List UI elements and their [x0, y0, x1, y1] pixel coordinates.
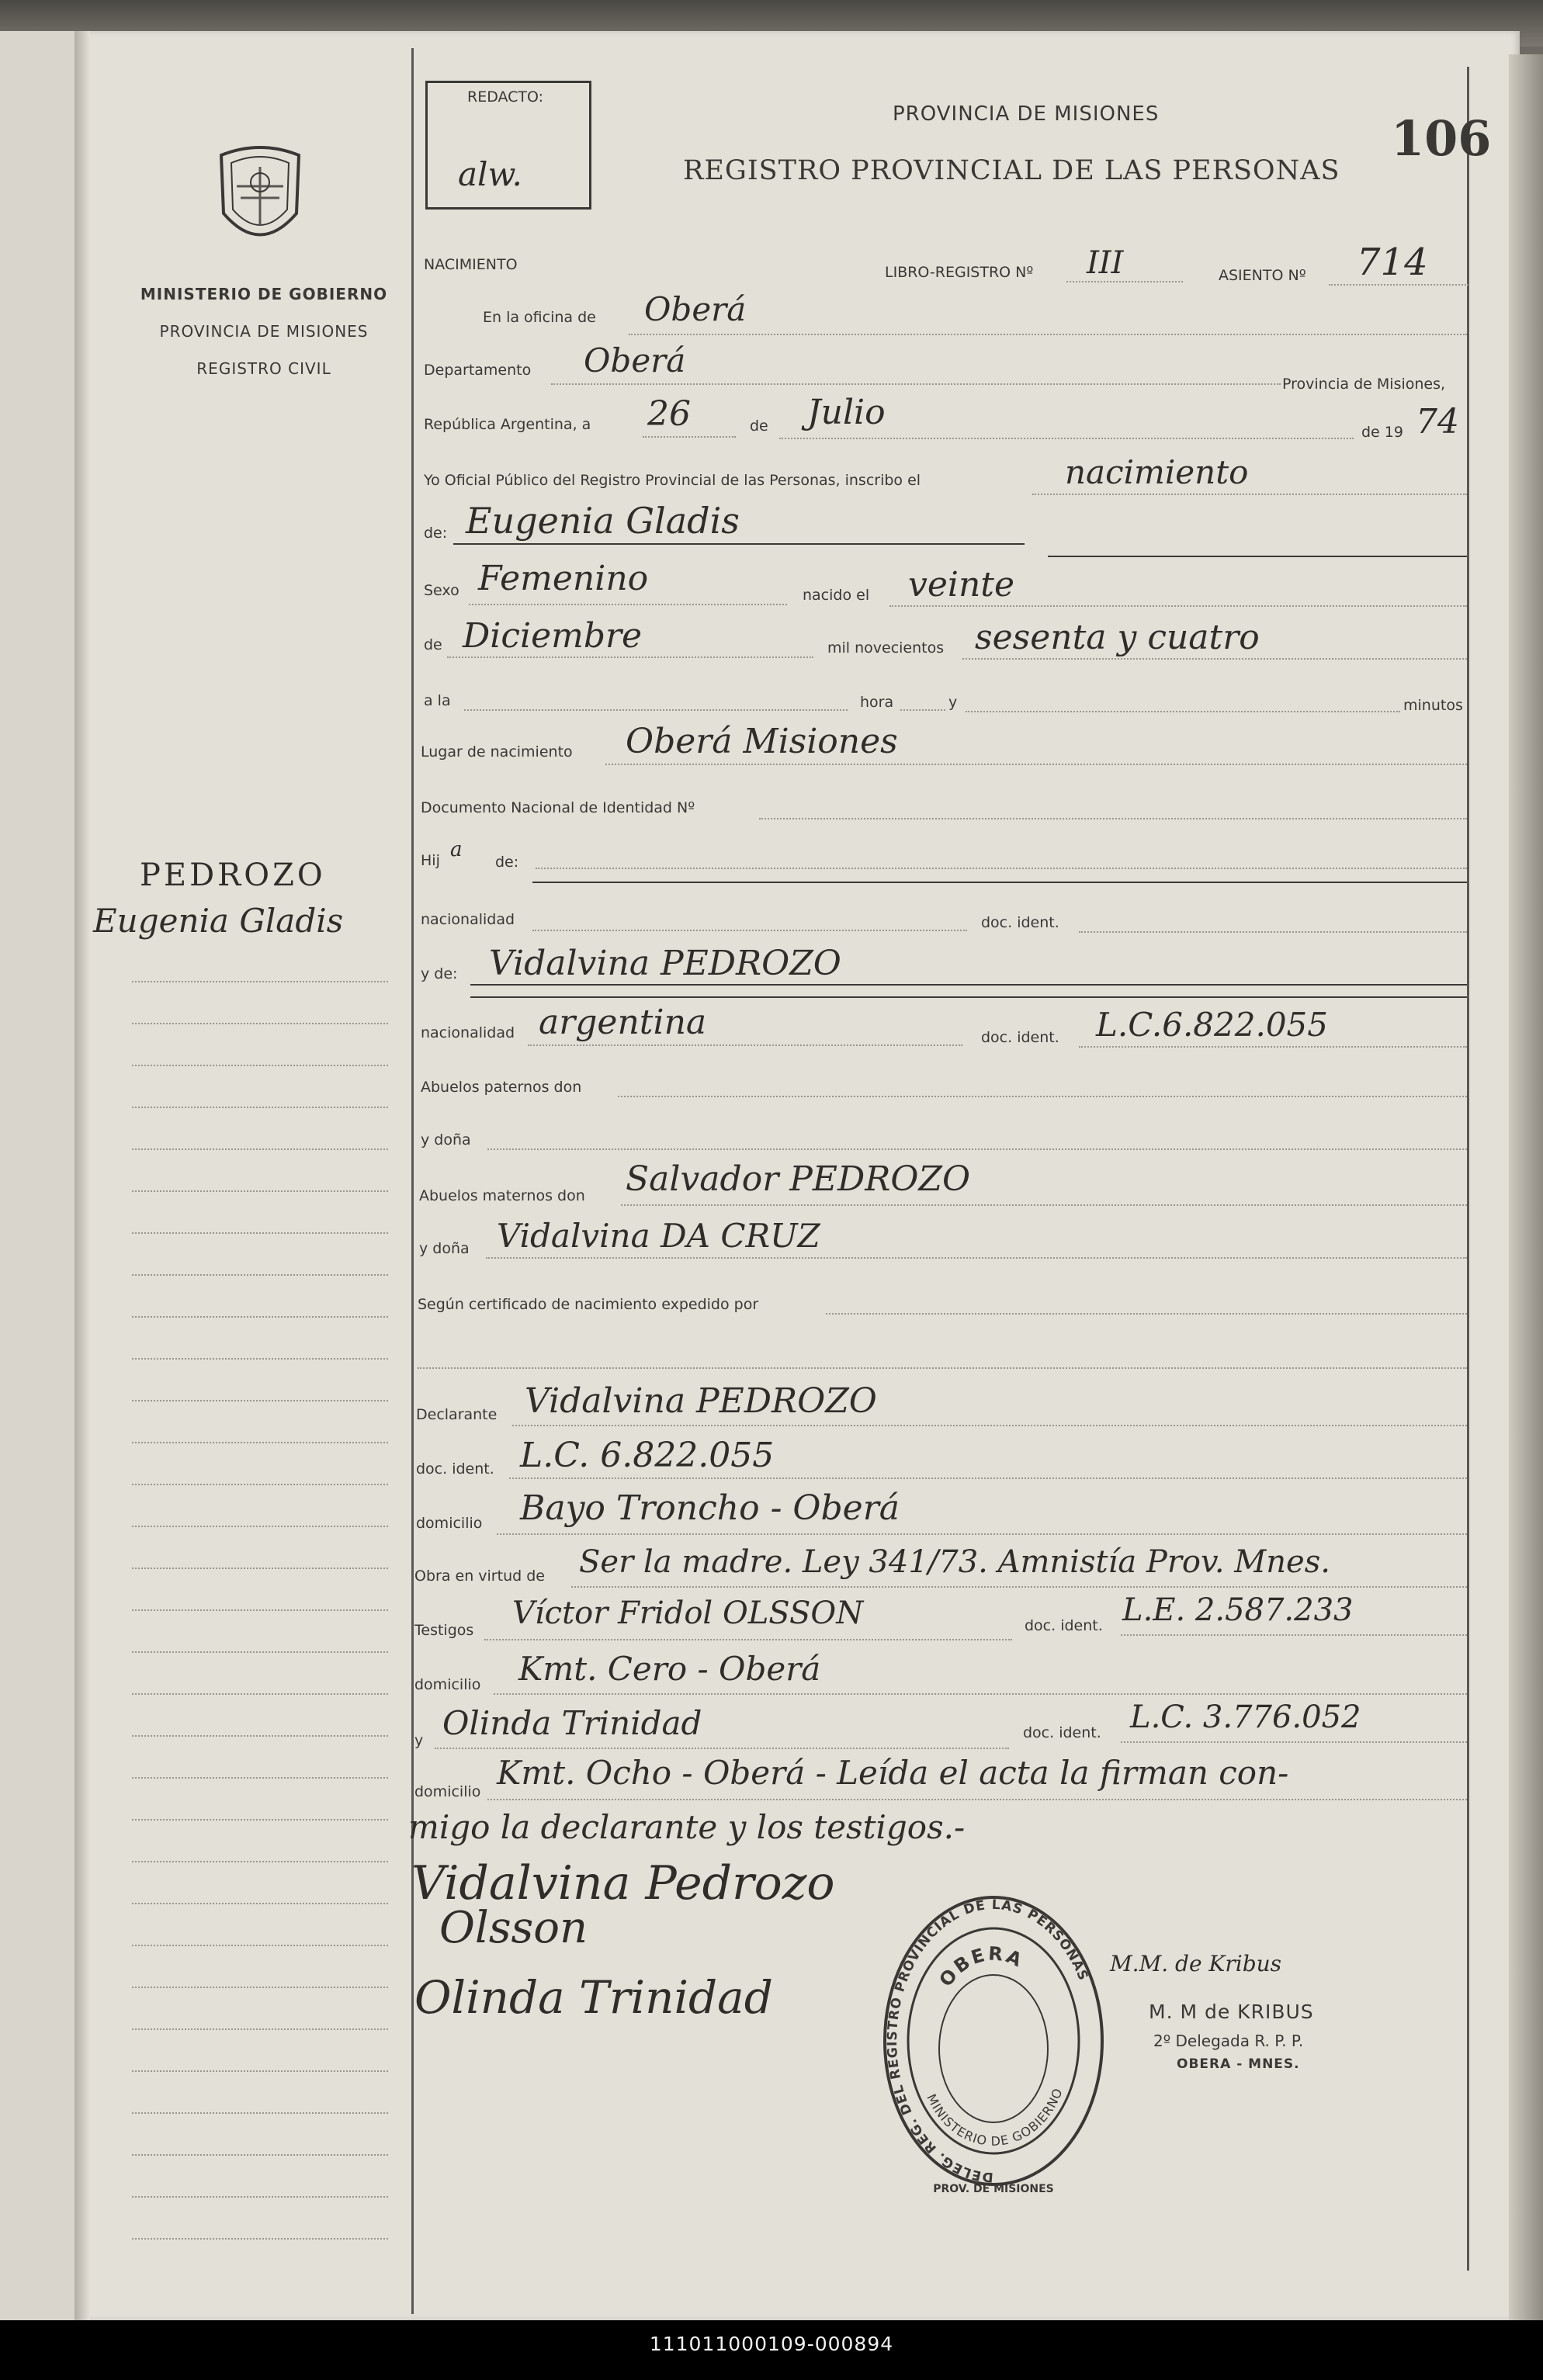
- nombre-value: Eugenia Gladis: [466, 500, 740, 542]
- departamento-value: Oberá: [584, 341, 686, 379]
- continuation-text: migo la declarante y los testigos.-: [408, 1808, 966, 1846]
- y-dona-label: y doña: [421, 1131, 471, 1148]
- certificado-line-2: [418, 1367, 1467, 1369]
- abuelos-maternos-line: [621, 1204, 1467, 1206]
- mes-line: [779, 438, 1354, 439]
- decl-doc-label: doc. ident.: [416, 1460, 494, 1478]
- nacido-label: nacido el: [803, 587, 870, 604]
- declarante-value: Vidalvina PEDROZO: [525, 1381, 877, 1421]
- sexo-label: Sexo: [424, 582, 459, 599]
- page-stack-edge: [1509, 54, 1543, 2320]
- column-divider: [411, 48, 414, 2314]
- abuelos-paternos-label: Abuelos paternos don: [421, 1079, 582, 1096]
- margin-line: [132, 1568, 388, 1569]
- y-de-label: y de:: [421, 965, 458, 982]
- hora-label: hora: [860, 694, 894, 711]
- declarante-line: [512, 1425, 1467, 1426]
- right-border: [1467, 67, 1469, 2271]
- anio-nac-value: sesenta y cuatro: [975, 618, 1260, 657]
- departamento-label: Departamento: [424, 362, 532, 379]
- lugar-line: [605, 764, 1467, 765]
- inscribo-label: Yo Oficial Público del Registro Provincial de las Personas, inscribo el: [424, 472, 921, 489]
- y-label: y: [948, 694, 958, 711]
- testigo2-doc-line: [1121, 1741, 1467, 1743]
- asiento-line: [1329, 284, 1468, 286]
- certificado-label: Según certificado de nacimiento expedido por: [418, 1296, 759, 1313]
- province-heading: PROVINCIA DE MISIONES: [893, 102, 1160, 126]
- margin-line: [132, 1819, 388, 1821]
- abuela-materna-value: Vidalvina DA CRUZ: [497, 1217, 820, 1255]
- margin-surname: PEDROZO: [140, 857, 326, 893]
- hij-line: [536, 868, 1467, 869]
- domicilio3-label: domicilio: [414, 1783, 481, 1800]
- hij-de-label: de:: [495, 854, 519, 871]
- margin-line: [132, 1777, 388, 1779]
- a-la-label: a la: [424, 692, 451, 709]
- dia-value: 26: [647, 394, 691, 434]
- nacionalidad2-value: argentina: [539, 1003, 707, 1042]
- oficina-value: Oberá: [644, 290, 747, 328]
- signature-witness-1: Olsson: [439, 1903, 588, 1953]
- madre-underline-2: [470, 996, 1467, 998]
- redacto-label: REDACTO:: [467, 88, 544, 106]
- margin-line: [132, 1987, 388, 1988]
- book-gutter: [75, 31, 90, 2320]
- de2-label: de: [424, 636, 442, 653]
- lugar-label: Lugar de nacimiento: [421, 743, 573, 760]
- y-dona2-line: [486, 1257, 1467, 1259]
- libro-value: III: [1087, 245, 1124, 281]
- testigo2-value: Olinda Trinidad: [442, 1704, 702, 1742]
- certificado-line: [826, 1313, 1467, 1315]
- minutos-line: [966, 711, 1400, 712]
- hij-underline: [532, 882, 1467, 883]
- mes-nac-value: Diciembre: [463, 616, 643, 656]
- sexo-line: [469, 604, 787, 605]
- margin-line: [132, 2070, 388, 2072]
- provincial-seal-icon: [210, 140, 310, 256]
- madre-value: Vidalvina PEDROZO: [489, 944, 841, 983]
- margin-line: [132, 1274, 388, 1276]
- nacido-value: veinte: [908, 565, 1015, 605]
- dni-line: [759, 818, 1467, 819]
- testigo2-doc-label: doc. ident.: [1023, 1724, 1101, 1741]
- margin-line: [132, 1358, 388, 1360]
- anio-label: de 19: [1361, 424, 1403, 441]
- signature-witness-2: Olinda Trinidad: [414, 1971, 773, 2024]
- provincia-label: Provincia de Misiones,: [1282, 376, 1446, 393]
- redacto-initials: alw.: [458, 155, 522, 193]
- margin-line: [132, 1065, 388, 1066]
- margin-line: [132, 1190, 388, 1192]
- ministry-name: MINISTERIO DE GOBIERNO: [140, 285, 388, 303]
- margin-line: [132, 1400, 388, 1401]
- lugar-value: Oberá Misiones: [626, 722, 898, 761]
- domicilio-label: domicilio: [416, 1515, 483, 1532]
- madre-underline: [470, 984, 1467, 986]
- nacido-line: [889, 605, 1467, 607]
- margin-line: [132, 1148, 388, 1150]
- doc-ident-label: doc. ident.: [981, 914, 1059, 931]
- nacionalidad-label: nacionalidad: [421, 911, 515, 928]
- record-type: NACIMIENTO: [424, 256, 518, 273]
- de-label: de: [750, 417, 768, 435]
- official-signature: M.M. de Kribus: [1110, 1951, 1282, 1976]
- margin-line: [132, 1316, 388, 1318]
- minutos-label: minutos: [1403, 697, 1463, 714]
- testigo1-value: Víctor Fridol OLSSON: [512, 1595, 864, 1631]
- de-persona-label: de:: [424, 525, 448, 542]
- testigo1-doc-label: doc. ident.: [1025, 1617, 1103, 1634]
- dia-line: [643, 436, 736, 438]
- hij-label: Hij: [421, 852, 440, 869]
- mil-label: mil novecientos: [827, 639, 945, 656]
- y2-label: y: [414, 1732, 424, 1749]
- margin-line: [132, 981, 388, 982]
- margin-line: [132, 1107, 388, 1108]
- margin-line: [132, 1861, 388, 1862]
- sexo-value: Femenino: [478, 559, 649, 598]
- signature-declarante: Vidalvina Pedrozo: [411, 1856, 835, 1911]
- doc-ident2-label: doc. ident.: [981, 1029, 1059, 1046]
- official-name: M. M de KRIBUS: [1149, 2001, 1314, 2023]
- obra-label: Obra en virtud de: [414, 1568, 545, 1585]
- y-dona2-label: y doña: [419, 1240, 470, 1257]
- nacionalidad2-line: [528, 1044, 962, 1046]
- testigo1-doc-line: [1121, 1634, 1467, 1636]
- decl-doc-value: L.C. 6.822.055: [520, 1436, 775, 1475]
- nombre-underline: [453, 543, 1025, 545]
- doc-ident2-value: L.C.6.822.055: [1096, 1006, 1328, 1044]
- hij-suffix: a: [450, 838, 463, 861]
- declarante-label: Declarante: [416, 1406, 498, 1423]
- testigo1-doc-value: L.E. 2.587.233: [1122, 1592, 1354, 1628]
- abuelo-materno-value: Salvador PEDROZO: [626, 1159, 971, 1199]
- decl-doc-line: [509, 1478, 1467, 1479]
- official-title: 2º Delegada R. P. P.: [1153, 2032, 1304, 2050]
- dni-label: Documento Nacional de Identidad Nº: [421, 799, 695, 816]
- oficina-line: [629, 334, 1467, 335]
- margin-line: [132, 1651, 388, 1653]
- official-place: OBERA - MNES.: [1177, 2056, 1300, 2072]
- testigo1-line: [484, 1639, 1012, 1640]
- margin-line: [132, 1023, 388, 1024]
- svg-text:OBERA: OBERA: [934, 1942, 1028, 1991]
- libro-line: [1066, 281, 1183, 282]
- anio-value: 74: [1416, 402, 1459, 442]
- inscribo-line: [1032, 494, 1467, 495]
- obra-value: Ser la madre. Ley 341/73. Amnistía Prov. Mnes.: [579, 1544, 1330, 1580]
- margin-line: [132, 1442, 388, 1443]
- domicilio-line: [497, 1533, 1467, 1535]
- registry-stamp-icon: [877, 1893, 1110, 2204]
- hora-dots: [900, 709, 945, 711]
- asiento-label: ASIENTO Nº: [1219, 267, 1306, 284]
- nombre-underline-2: [1048, 556, 1467, 557]
- margin-line: [132, 2238, 388, 2240]
- abuelos-maternos-label: Abuelos maternos don: [419, 1187, 585, 1204]
- margin-line: [132, 2196, 388, 2198]
- republica-label: República Argentina, a: [424, 416, 591, 433]
- margin-line: [132, 1735, 388, 1737]
- abuelos-paternos-line: [618, 1096, 1467, 1097]
- doc-ident-line: [1079, 931, 1467, 933]
- folio-number: 106: [1391, 110, 1492, 167]
- registry-name: REGISTRO CIVIL: [196, 359, 331, 378]
- domicilio3-value: Kmt. Ocho - Oberá - Leída el acta la firman con-: [497, 1754, 1289, 1792]
- inscribo-value: nacimiento: [1065, 453, 1249, 491]
- margin-line: [132, 1526, 388, 1527]
- asiento-value: 714: [1357, 241, 1428, 284]
- libro-label: LIBRO-REGISTRO Nº: [885, 264, 1034, 281]
- svg-text:DELEG. REG. DEL REGISTRO PROVI: DELEG. REG. DEL REGISTRO PROVINCIAL DE LAS PERSONAS: [884, 1897, 1091, 2185]
- margin-line: [132, 1693, 388, 1695]
- document-id: 111011000109-000894: [649, 2333, 894, 2355]
- domicilio2-value: Kmt. Cero - Oberá: [518, 1650, 821, 1688]
- doc-ident2-line: [1079, 1046, 1467, 1048]
- margin-line: [132, 1609, 388, 1611]
- margin-line: [132, 1903, 388, 1904]
- oficina-label: En la oficina de: [483, 309, 596, 326]
- margin-line: [132, 2112, 388, 2114]
- svg-text:MINISTERIO DE GOBIERNO: MINISTERIO DE GOBIERNO: [924, 2085, 1066, 2149]
- previous-page-edge: [0, 31, 83, 2328]
- testigos-label: Testigos: [414, 1622, 474, 1639]
- margin-line: [132, 1484, 388, 1485]
- margin-given-name: Eugenia Gladis: [93, 902, 344, 940]
- testigo2-line: [435, 1748, 1009, 1749]
- testigo2-doc-value: L.C. 3.776.052: [1130, 1699, 1361, 1735]
- hora-line: [464, 709, 848, 711]
- mes-value: Julio: [807, 393, 886, 432]
- svg-text:PROV. DE MISIONES: PROV. DE MISIONES: [933, 2183, 1054, 2195]
- margin-line: [132, 1945, 388, 1946]
- nacionalidad-line: [532, 930, 967, 931]
- nacionalidad2-label: nacionalidad: [421, 1024, 515, 1041]
- province-name: PROVINCIA DE MISIONES: [159, 322, 369, 341]
- margin-line: [132, 1232, 388, 1234]
- domicilio2-line: [494, 1693, 1467, 1695]
- obra-line: [571, 1586, 1467, 1588]
- y-dona-line: [487, 1148, 1467, 1150]
- margin-line: [132, 2028, 388, 2030]
- anio-nac-line: [962, 658, 1467, 660]
- mes-nac-line: [447, 656, 813, 658]
- registry-title: REGISTRO PROVINCIAL DE LAS PERSONAS: [683, 155, 1340, 186]
- domicilio3-line: [487, 1799, 1467, 1800]
- departamento-line: [551, 383, 1281, 385]
- domicilio-value: Bayo Troncho - Oberá: [520, 1488, 900, 1528]
- margin-line: [132, 2154, 388, 2156]
- domicilio2-label: domicilio: [414, 1676, 481, 1693]
